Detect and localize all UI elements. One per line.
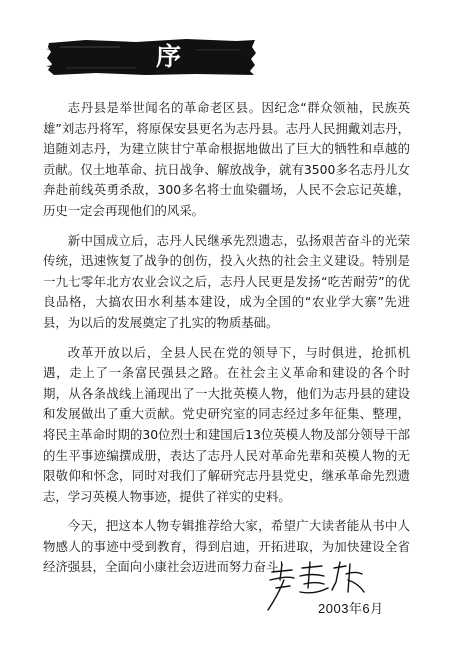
paragraph-4: 今天，把这本人物专辑推荐给大家，希望广大读者能从书中人物感人的事迹中受到教育，得到启迪，开拓进取，为加快建设全省经济强县，全面向小康社会迈进而努力奋斗！ [43, 518, 410, 575]
brush-stroke-banner-icon [46, 37, 258, 77]
date-text: 2003年6月 [318, 601, 384, 616]
body-text [43, 98, 410, 587]
paragraph-3: 改革开放以后，全县人民在党的领导下，与时俱进，抢抓机遇，走上了一条富民强县之路。在社会主义革命和建设的各个时期，从各条战线上涌现出了一大批英模人物，他们为志丹县的建设和发展做出了重大贡献。党史研究室的同志经过多年征集、整理，将民主革命时期的30位烈士和建国后13位英模人物及部分领导干部的生平事迹编撰成册，表达了志丹人民对革命先辈和英模人物的无限敬仰和怀念，同时对我们了解研究志丹县党史，继承革命先烈遗志，学习英模人物事迹，提供了祥实的史料。 [43, 344, 410, 504]
title-banner [46, 37, 258, 77]
paragraph-1: 志丹县是举世闻名的革命老区县。因纪念“群众领袖，民族英雄”刘志丹将军，将原保安县更名为志丹县。志丹人民拥戴刘志丹，追随刘志丹，为建立陕甘宁革命根据地做出了巨大的牺牲和卓越的贡献。仅土地革命、抗日战争、解放战争，就有3500多名志丹儿女奔赴前线英勇杀敌，300多名将士血染疆场，人民不会忘记英雄，历史一定会再现他们的风采。 [43, 100, 410, 218]
page-title: 序 [156, 42, 184, 71]
paragraph-2: 新中国成立后，志丹人民继承先烈遗志，弘扬艰苦奋斗的光荣传统，迅速恢复了战争的创伤，投入火热的社会主义建设。特别是一九七零年北方农业会议之后，志丹人民更是发扬“吃苦耐劳”的优良品格，大搞农田水利基本建设，成为全国的“农业学大寨”先进县，为以后的发展奠定了扎实的物质基础。 [43, 232, 410, 330]
